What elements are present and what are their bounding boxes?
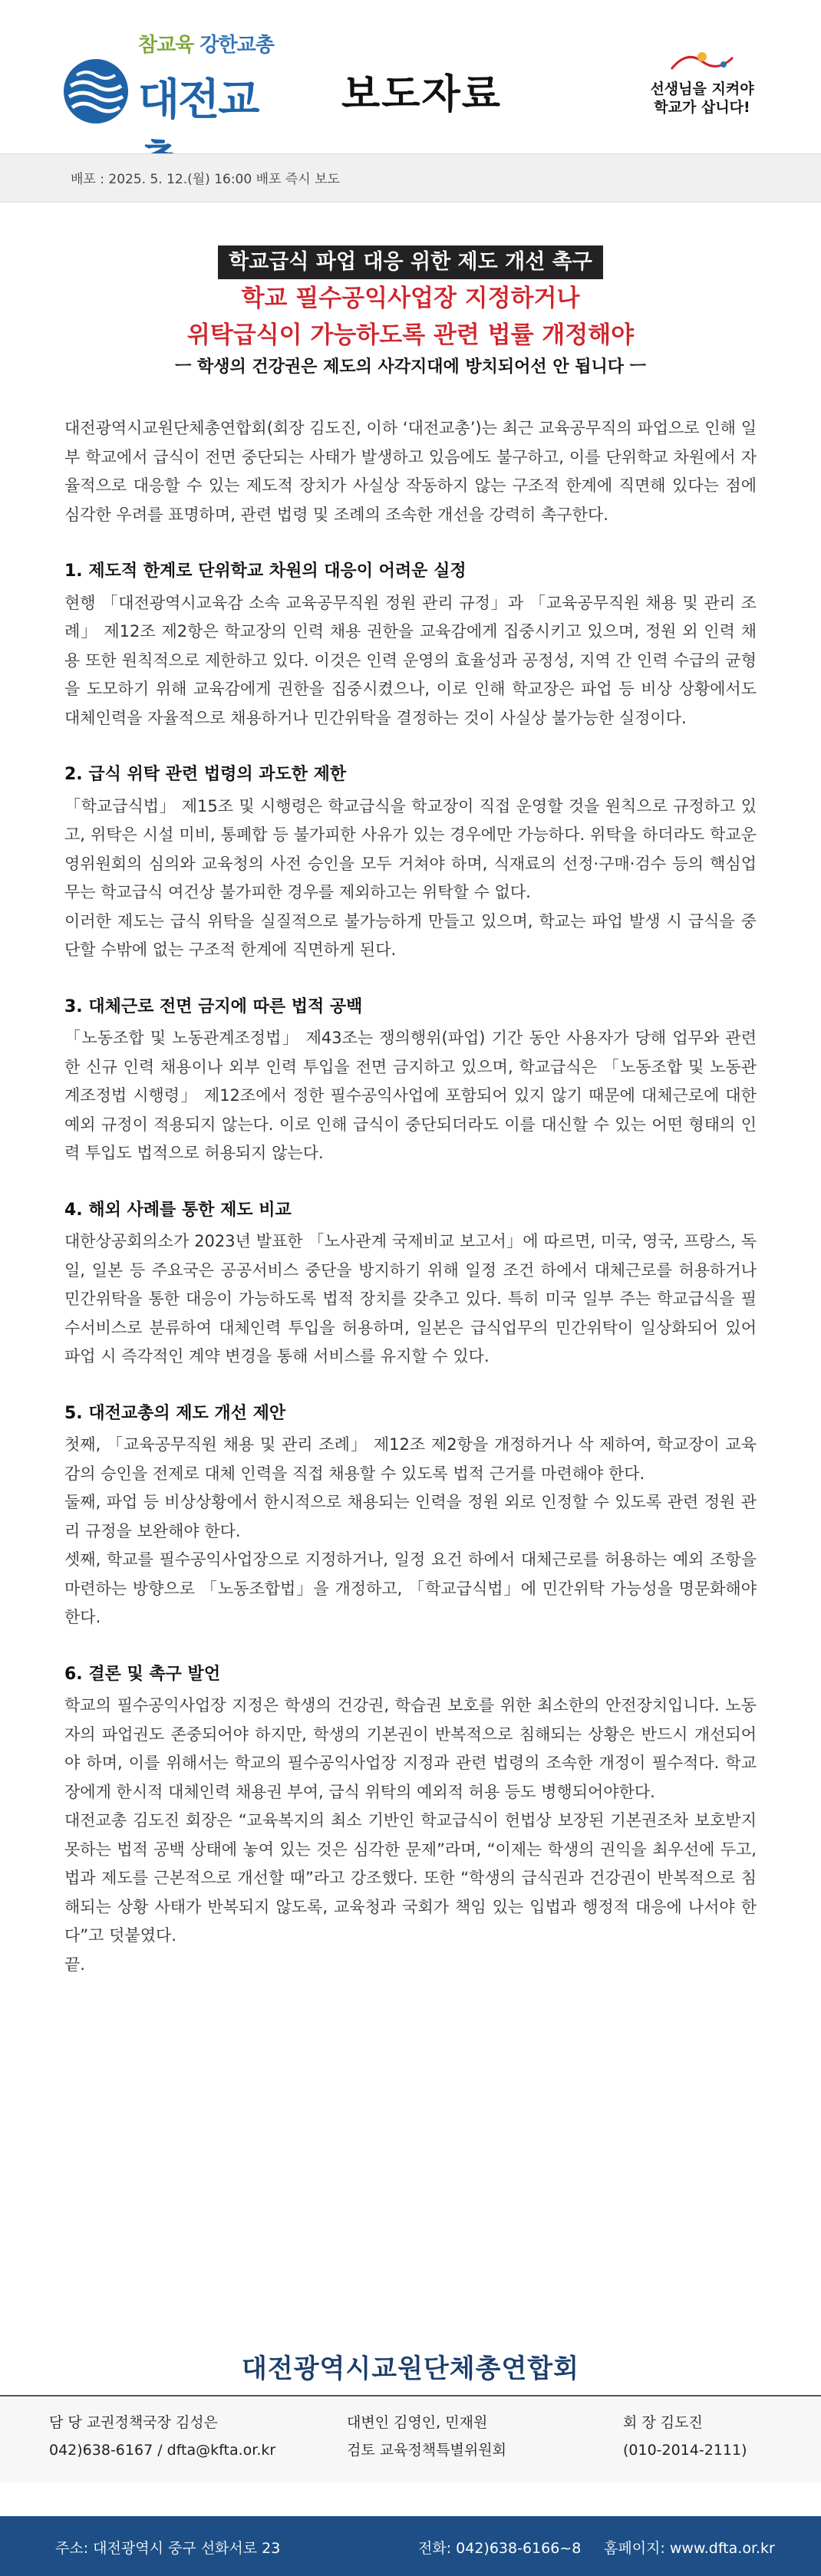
contact-line: 담 당 교권정책국장 김성은: [49, 2414, 219, 2431]
section-2: [64, 760, 757, 965]
section-title: 2. 급식 위탁 관련 법령의 과도한 제한: [64, 765, 347, 784]
document-type: 보도자료: [341, 71, 502, 118]
slogan: [645, 46, 760, 130]
section-paragraph: 셋째, 학교를 필수공익사업장으로 지정하거나, 일정 요건 하에서 대체근로를 허용하는 예외 조항을 마련하는 방향으로 「노동조합법」을 개정하고, 「학교급식법」에 민간위탁 가능성을 명문화해야 한다.: [64, 1550, 757, 1626]
president: [623, 2409, 747, 2464]
logo-tag-a: 참교육: [138, 34, 194, 57]
section-title: 1. 제도적 한계로 단위학교 차원의 대응이 어려운 실정: [64, 562, 467, 581]
intro-paragraph: 대전광역시교원단체총연합회(회장 김도진, 이하 ‘대전교총’)는 최근 교육공무직의 파업으로 인해 일부 학교에서 급식이 전면 중단되는 사태가 발생하고 있음에도 불구하고, 이를 단위학교 차원에서 자율적으로 대응할 수 있는 제도적 장치가 사실상 작동하지 않는 구조적 한계에 직면해 있다는 점에 심각한 우려를 표명하며, 관련 법령 및 조례의 조속한 개선을 강력히 촉구한다.: [64, 419, 757, 524]
section-paragraph: 「노동조합 및 노동관계조정법」 제43조는 쟁의행위(파업) 기간 동안 사용자가 당해 업무와 관련한 신규 인력 채용이나 외부 인력 투입을 전면 금지하고 있으며, 학교급식은 「노동조합 및 노동관계조정법 시행령」 제12조에서 정한 필수공익사업에 포함되어 있지 않기 때문에 대체근로에 대한 예외 규정이 적용되지 않는다. 이로 인해 급식이 중단되더라도 이를 대신할 수 있는 어떤 형태의 인력 투입도 법적으로 허용되지 않는다.: [64, 1029, 757, 1162]
footer-phone: 전화: 042)638-6166~8: [418, 2540, 582, 2557]
release-info-bar: [0, 153, 821, 203]
slogan-decoration-icon: [656, 46, 748, 77]
contact-person: [49, 2409, 275, 2464]
section-paragraph: 학교의 필수공익사업장 지정은 학생의 건강권, 학습권 보호를 위한 최소한의 안전장치입니다. 노동자의 파업권도 존중되어야 하지만, 학생의 기본권이 반복적으로 침해되는 상황은 반드시 개선되어야 하며, 이를 위해서는 학교의 필수공익사업장 지정과 관련 법령의 조속한 개정이 필수적다. 학교장에게 한시적 대체인력 채용권 부여, 급식 위탁의 예외적 허용 등도 병행되어야한다.: [64, 1696, 757, 1801]
section-title: 6. 결론 및 촉구 발언: [64, 1664, 221, 1684]
spokesperson: [347, 2409, 506, 2464]
header: [0, 0, 821, 153]
headline-subtitle: ㅡ 학생의 건강권은 제도의 사각지대에 방치되어선 안 됩니다 ㅡ: [175, 357, 646, 377]
section-paragraph: 대전교총 김도진 회장은 “교육복지의 최소 기반인 학교급식이 헌법상 보장된 기본권조차 보호받지 못하는 법적 공백 상태에 놓여 있는 것은 심각한 문제”라며, “이제는 학생의 권익을 최우선에 두고, 법과 제도를 근본적으로 개선할 때”라고 강조했다. 또한 “학생의 급식권과 건강권이 반복적으로 침해되는 상황 사태가 반복되지 않도록, 교육청과 국회가 책임 있는 입법과 행정적 대응에 나서야 한다”고 덧붙였다.: [64, 1811, 757, 1945]
footer-bar: [0, 2516, 821, 2576]
section-paragraph: 첫째, 「교육공무직원 채용 및 관리 조례」 제12조 제2항을 개정하거나 삭 제하여, 학교장이 교육감의 승인을 전제로 대체 인력을 직접 채용할 수 있도록 법적 근거를 마련해야 한다.: [64, 1435, 757, 1483]
logo-tag-b: 강한교총: [199, 34, 274, 57]
contact-line: 대변인 김영인, 민재원: [347, 2414, 488, 2431]
section-4: [64, 1196, 757, 1372]
headline-line-2: 학교 필수공익사업장 지정하거나: [241, 285, 580, 312]
closing-mark: 끝.: [64, 1955, 85, 1974]
headline-line-1: 학교급식 파업 대응 위한 제도 개선 촉구: [218, 245, 603, 279]
section-paragraph: 둘째, 파업 등 비상상황에서 한시적으로 채용되는 인력을 정원 외로 인정할 수 있도록 관련 정원 관리 규정을 보완해야 한다.: [64, 1493, 757, 1540]
article-body: [64, 414, 757, 1979]
section-5: [64, 1399, 757, 1632]
contact-line: (010-2014-2111): [623, 2442, 747, 2459]
contact-line: 회 장 김도진: [623, 2414, 703, 2431]
section-paragraph: 「학교급식법」 제15조 및 시행령은 학교급식을 학교장이 직접 운영할 것을 원칙으로 규정하고 있고, 위탁은 시설 미비, 통폐합 등 불가피한 사유가 있는 경우에만 가능하다. 위탁을 하더라도 학교운영위원회의 심의와 교육청의 사전 승인을 모두 거쳐야 하며, 식재료의 선정·구매·검수 등의 핵심업무는 학교급식 여건상 불가피한 경우를 제외하고는 위탁할 수 없다.: [64, 796, 757, 901]
logo: [61, 29, 292, 129]
contact-line: 042)638-6167 / dfta@kfta.or.kr: [49, 2442, 276, 2459]
headline: [0, 245, 821, 380]
logo-name: 대전교: [138, 75, 259, 125]
contact-box: [0, 2395, 821, 2482]
release-info: 배포 : 2025. 5. 12.(월) 16:00 배포 즉시 보도: [71, 172, 340, 187]
headline-line-3: 위탁급식이 가능하도록 관련 법률 개정해야: [186, 321, 635, 349]
section-title: 5. 대전교총의 제도 개선 제안: [64, 1403, 286, 1423]
footer-address: 주소: 대전광역시 중구 선화서로 23: [55, 2540, 281, 2557]
logo-tagline: [138, 29, 274, 58]
section-title: 3. 대체근로 전면 금지에 따른 법적 공백: [64, 996, 363, 1016]
section-title: 4. 해외 사례를 통한 제도 비교: [64, 1200, 292, 1220]
section-3: [64, 993, 757, 1168]
contact-line: 검토 교육정책특별위원회: [347, 2442, 506, 2459]
slogan-text: 선생님을 지켜야 학교가 삽니다!: [650, 81, 754, 116]
section-6: [64, 1660, 757, 1980]
section-paragraph: 현행 「대전광역시교육감 소속 교육공무직원 정원 관리 규정」과 「교육공무직원 채용 및 관리 조례」 제12조 제2항은 학교장의 인력 채용 권한을 교육감에게 집중시키고 있으며, 정원 외 인력 채용 또한 원칙적으로 제한하고 있다. 이것은 인력 운영의 효율성과 공정성, 지역 간 인력 수급의 균형을 도모하기 위해 교육감에게 권한을 집중시켰으나, 이로 인해 학교장은 파업 등 비상 상황에서도 대체인력을 자율적으로 채용하거나 민간위탁을 결정하는 것이 사실상 불가능한 실정이다.: [64, 593, 757, 727]
section-1: [64, 557, 757, 733]
section-paragraph: 대한상공회의소가 2023년 발표한 「노사관계 국제비교 보고서」에 따르면, 미국, 영국, 프랑스, 독일, 일본 등 주요국은 공공서비스 중단을 방지하기 위해 일정 조건 하에서 대체근로를 허용하거나 민간위탁을 통한 대응이 가능하도록 법적 장치를 갖추고 있다. 특히 미국 일부 주는 학교급식을 필수서비스로 분류하여 대체인력 투입을 허용하며, 일본은 급식업무의 민간위탁이 일상화되어 있어 파업 시 즉각적인 계약 변경을 통해 서비스를 유지할 수 있다.: [64, 1232, 757, 1365]
organization-name: 대전광역시교원단체총연합회: [242, 2354, 579, 2384]
footer-homepage-link[interactable]: 홈페이지: www.dfta.or.kr: [604, 2540, 775, 2557]
wave-logo-icon: [61, 57, 130, 126]
section-paragraph: 이러한 제도는 급식 위탁을 실질적으로 불가능하게 만들고 있으며, 학교는 파업 발생 시 급식을 중단할 수밖에 없는 구조적 한계에 직면하게 된다.: [64, 911, 757, 959]
